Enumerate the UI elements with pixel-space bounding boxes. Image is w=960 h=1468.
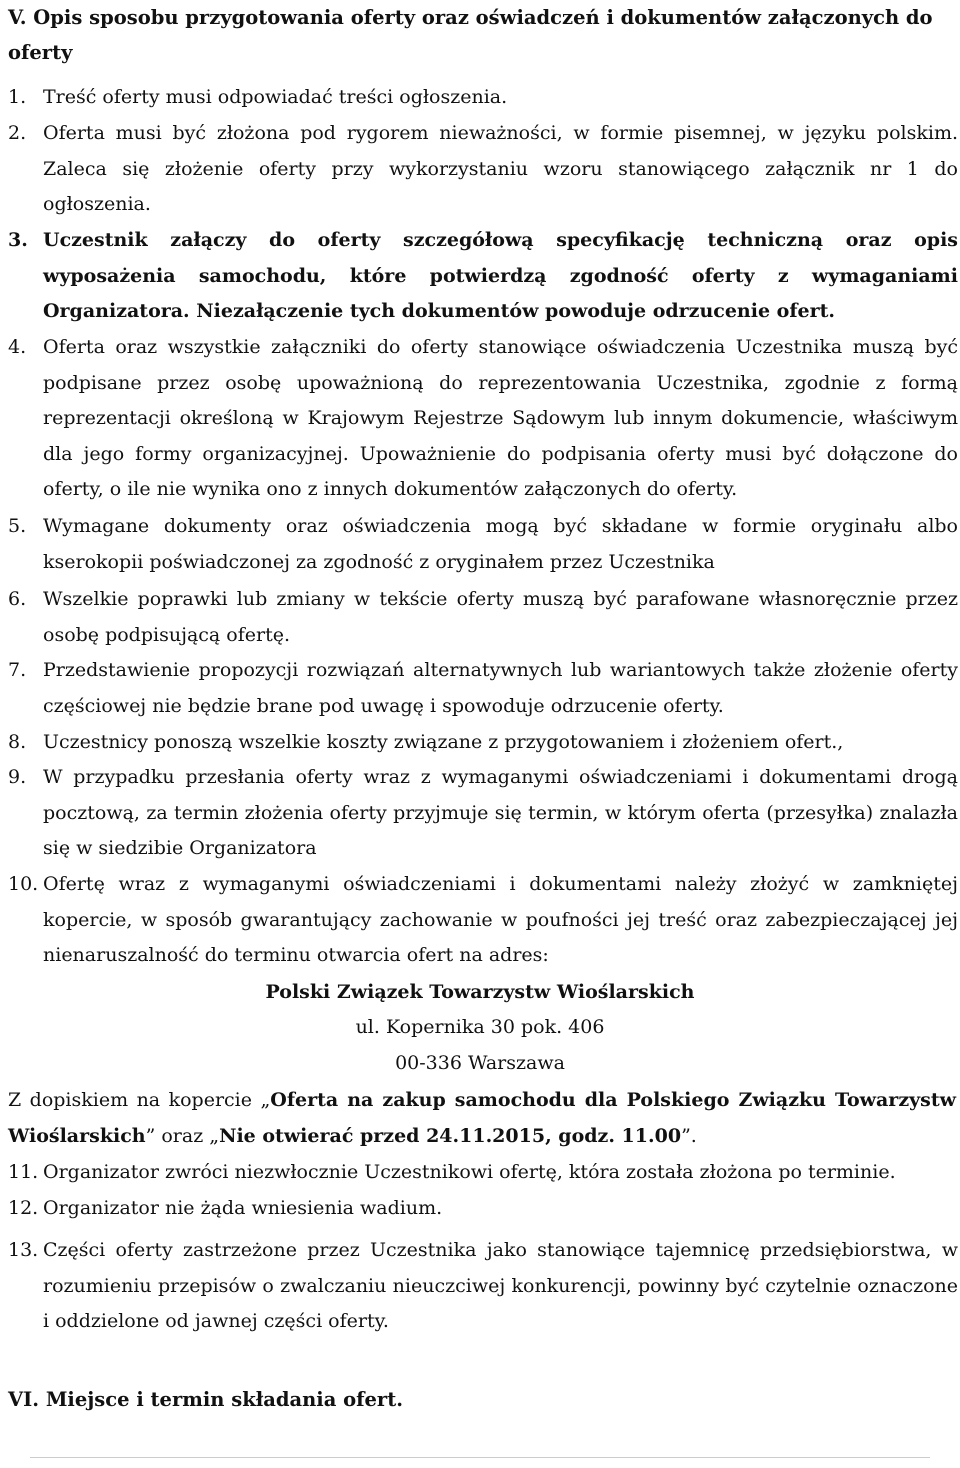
list-item-12 (8, 1191, 958, 1227)
item-text: W przypadku przesłania oferty wraz z wymaganymi oświadczeniami i dokumentami drogą pocztową, za termin złożenia oferty przyjmuje się termin, w którym oferta (przesyłka) znalazła się w siedzibie Organizatora (43, 766, 958, 859)
address-name: Polski Związek Towarzystw Wioślarskich (265, 981, 695, 1003)
envelope-note-suffix: ”. (681, 1124, 697, 1147)
item-number: 6. (8, 588, 27, 610)
list-item-11 (8, 1155, 958, 1191)
address-street: ul. Kopernika 30 pok. 406 (355, 1016, 605, 1038)
list-item-5 (8, 509, 958, 580)
item-text: Części oferty zastrzeżone przez Uczestnika jako stanowiące tajemnicę przedsiębiorstwa, w rozumieniu przepisów o zwalczaniu nieuczciwej konkurencji, powinny być czytelnie oznaczone i oddzielone od jawnej części oferty. (43, 1239, 958, 1332)
item-text: Uczestnicy ponoszą wszelkie koszty związane z przygotowaniem i złożeniem ofert., (43, 731, 844, 753)
item-number: 7. (8, 659, 27, 681)
item-text: Organizator zwróci niezwłocznie Uczestnikowi ofertę, która została złożona po terminie. (43, 1161, 896, 1183)
list-item-3 (8, 223, 958, 330)
item-text: Ofertę wraz z wymaganymi oświadczeniami i dokumentami należy złożyć w zamkniętej kopercie, w sposób gwarantujący zachowanie w poufności jej treść oraz zabezpieczającej jej nienaruszalność do terminu otwarcia ofert na adres: (43, 873, 958, 966)
item-number: 13. (8, 1239, 39, 1261)
item-number: 8. (8, 731, 27, 753)
item-number: 4. (8, 336, 27, 358)
item-text: Wymagane dokumenty oraz oświadczenia mogą być składane w formie oryginału albo kserokopii poświadczonej za zgodność z oryginałem przez Uczestnika (43, 515, 958, 573)
item-text: Wszelkie poprawki lub zmiany w tekście oferty muszą być parafowane własnoręcznie przez osobę podpisującą ofertę. (43, 588, 958, 646)
item-text: Organizator nie żąda wniesienia wadium. (43, 1197, 443, 1219)
item-number: 3. (8, 229, 28, 251)
list-item-2 (8, 116, 958, 223)
list-item-13 (8, 1233, 958, 1340)
list-item-1 (8, 80, 958, 116)
item-number: 12. (8, 1197, 39, 1219)
list-item-10 (8, 867, 958, 974)
list-item-6 (8, 582, 958, 653)
envelope-label-offer: Oferta na zakup samochodu dla Polskiego Związku Towarzystw Wioślarskich (8, 1089, 956, 1147)
item-text: Uczestnik załączy do oferty szczegółową specyfikację techniczną oraz opis wyposażenia samochodu, które potwierdzą zgodność oferty z wymaganiami Organizatora. Niezałączenie tych dokumentów powoduje odrzucenie ofert. (43, 229, 958, 322)
list-item-7 (8, 653, 958, 724)
envelope-label-do-not-open: Nie otwierać przed 24.11.2015, godz. 11.00 (219, 1124, 682, 1147)
item-text: Oferta musi być złożona pod rygorem nieważności, w formie pisemnej, w języku polskim. Zaleca się złożenie oferty przy wykorzystaniu wzoru stanowiącego załącznik nr 1 do ogłoszenia. (43, 122, 958, 215)
list-item-4 (8, 330, 958, 508)
item-number: 10. (8, 873, 39, 895)
list-item-8 (8, 725, 958, 761)
item-number: 5. (8, 515, 27, 537)
envelope-note-prefix: Z dopiskiem na kopercie „ (8, 1089, 271, 1111)
section-vi-heading: VI. Miejsce i termin składania ofert. (8, 1388, 403, 1411)
item-number: 1. (8, 86, 27, 108)
item-number: 2. (8, 122, 27, 144)
section-v-heading: V. Opis sposobu przygotowania oferty oraz oświadczeń i dokumentów załączonych do oferty (8, 6, 933, 64)
envelope-note (8, 1083, 956, 1154)
envelope-note-middle: ” oraz „ (145, 1124, 220, 1147)
item-text: Treść oferty musi odpowiadać treści ogłoszenia. (43, 86, 508, 108)
list-item-9 (8, 760, 958, 867)
item-text: Oferta oraz wszystkie załączniki do oferty stanowiące oświadczenia Uczestnika muszą być podpisane przez osobę upoważnioną do reprezentowania Uczestnika, zgodnie z formą reprezentacji określoną w Krajowym Rejestrze Sądowym lub innym dokumencie, właściwym dla jego formy organizacyjnej. Upoważnienie do podpisania oferty musi być dołączone do oferty, o ile nie wynika ono z innych dokumentów załączonych do oferty. (43, 336, 958, 500)
item-number: 9. (8, 766, 27, 788)
page-divider (30, 1457, 930, 1458)
item-number: 11. (8, 1161, 39, 1183)
address-city: 00-336 Warszawa (395, 1052, 565, 1074)
item-text: Przedstawienie propozycji rozwiązań alternatywnych lub wariantowych także złożenie oferty częściowej nie będzie brane pod uwagę i spowoduje odrzucenie oferty. (43, 659, 958, 717)
